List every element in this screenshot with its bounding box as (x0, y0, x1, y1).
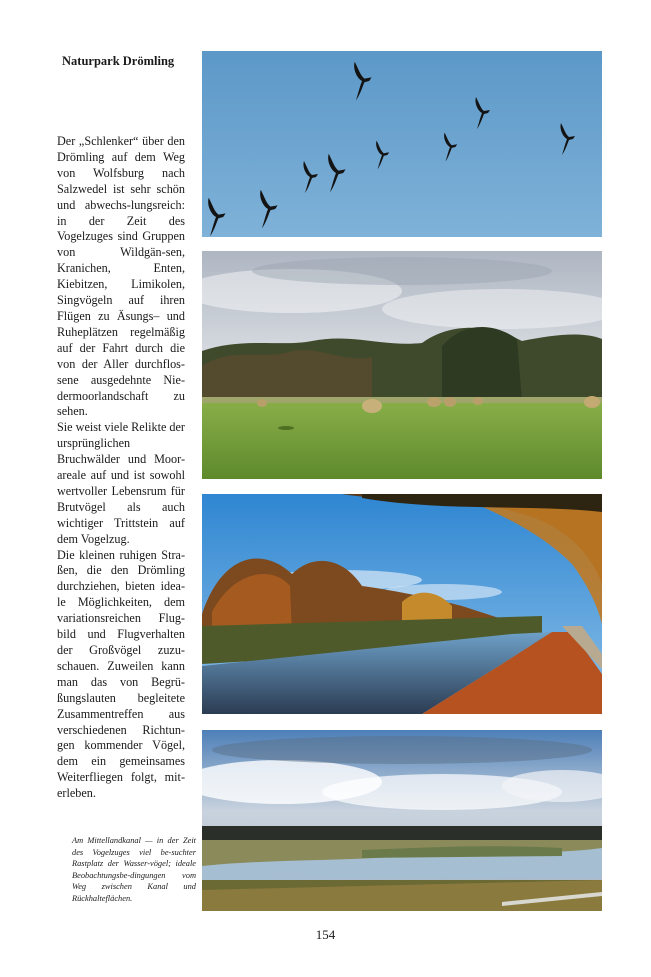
wetland-photo-image (202, 730, 602, 911)
page-title: Naturpark Drömling (62, 54, 175, 68)
photo-caption: Am Mittellandkanal — in der Zeit des Vogelzuges viel be-suchter Rastplatz der Wasser-vögel; ideale Beobachtungsbe-dingungen vom Weg zwischen Kanal und Rückhalteflächen. (72, 836, 196, 903)
paragraph: Die kleinen ruhigen Stra-ßen, die den Drömling durchziehen, bieten idea-le Möglichkeiten, dem variationsreichen Flug-bild und Flugverhalten der Großvögel zuzu-schauen. Zuweilen kann man das von Begrü-ßungslauten begleitete Zusammentreffen aus verschiedenen Richtun-gen kommender Vögel, dem ein gemeinsames Weiterfliegen folgt, mit-erleben. (57, 547, 185, 801)
photo-mittellandkanal-wetland (202, 730, 602, 911)
photo-autumn-canal (202, 494, 602, 714)
paragraph: Sie weist viele Relikte der ursprünglichen Bruchwälder und Moor-areale auf und ist sowohl wertvoller Lebensrum für Brutvögel als auch wichtiger Trittstein auf dem Vogelzug. (57, 420, 185, 546)
geese-photo-image (202, 51, 602, 237)
body-text (57, 134, 185, 802)
photo-meadow-hay-bales (202, 251, 602, 479)
meadow-photo-image (202, 251, 602, 479)
paragraph: Der „Schlenker“ über den Drömling auf dem Weg von Wolfsburg nach Salzwedel ist sehr schön und abwechs-lungsreich: in der Zeit des Vogelzuges sind Gruppen von Wildgän-sen, Kranichen, Enten, Kiebitzen, Limikolen, Singvögeln auf ihren Flügen zu Äsungs– und Ruheplätzen regelmäßig auf der Fahrt durch die von der Aller durchflos-sene ausgedehnte Nie-dermoorlandschaft zu sehen. (57, 134, 185, 419)
page-number: 154 (315, 927, 336, 942)
photo-geese-flying (202, 51, 602, 237)
canal-photo-image (202, 494, 602, 714)
